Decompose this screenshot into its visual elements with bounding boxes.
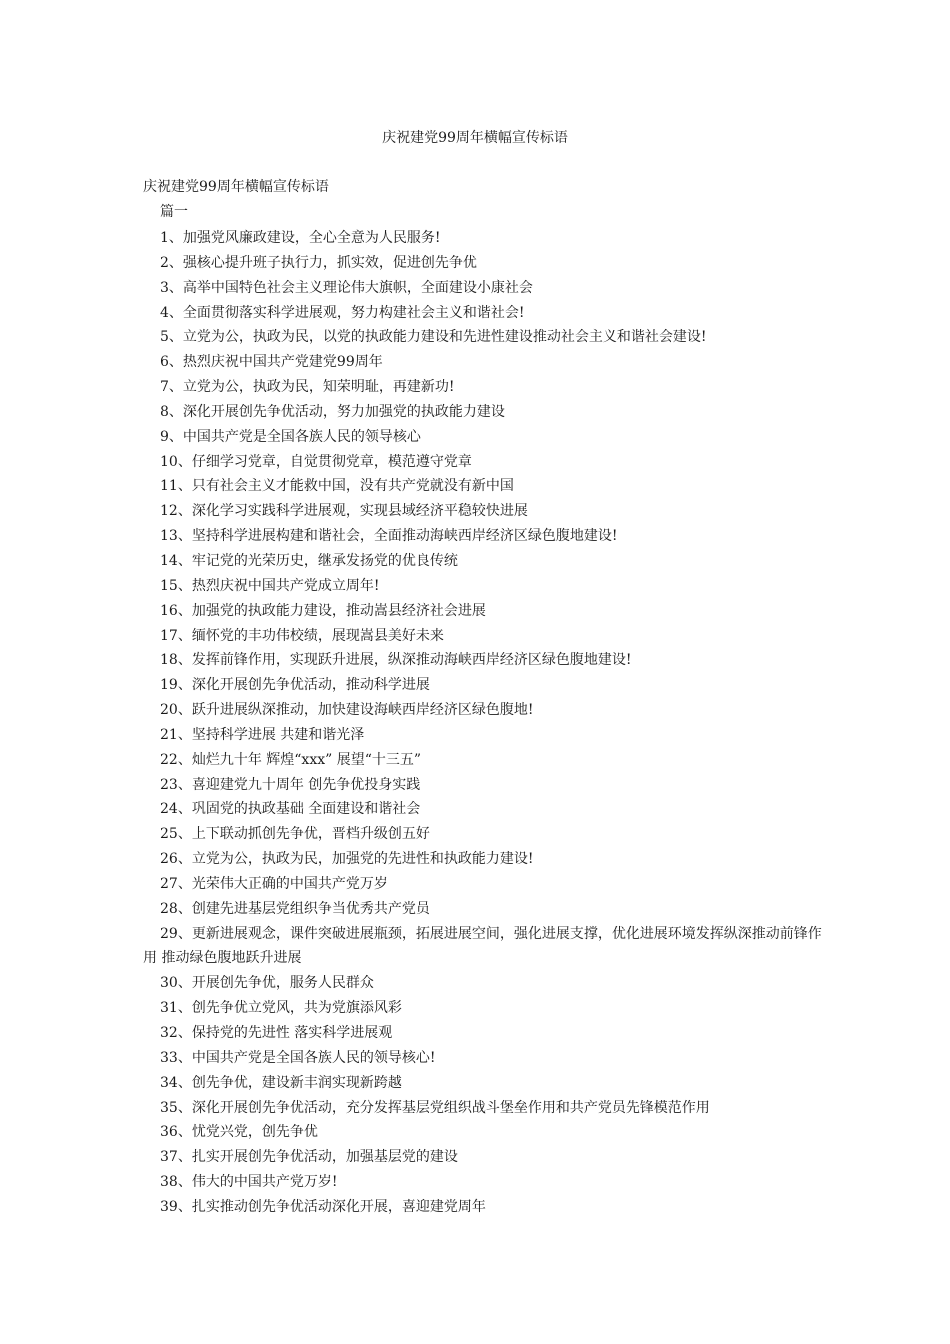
list-item: 18、发挥前锋作用，实现跃升进展，纵深推动海峡西岸经济区绿色腹地建设! <box>160 652 632 669</box>
list-item: 19、深化开展创先争优活动，推动科学进展 <box>160 677 430 694</box>
document-heading: 庆祝建党99周年横幅宣传标语 <box>143 179 329 195</box>
list-item: 5、立党为公，执政为民，以党的执政能力建设和先进性建设推动社会主义和谐社会建设! <box>160 329 707 346</box>
list-item: 17、缅怀党的丰功伟校绩，展现嵩县美好未来 <box>160 627 444 644</box>
list-item: 2、强核心提升班子执行力，抓实效，促进创先争优 <box>160 254 477 271</box>
list-item: 24、巩固党的执政基础 全面建设和谐社会 <box>160 801 421 818</box>
list-item: 8、深化开展创先争优活动，努力加强党的执政能力建设 <box>160 403 505 420</box>
list-item: 10、仔细学习党章，自觉贯彻党章，模范遵守党章 <box>160 453 472 470</box>
list-item: 26、立党为公，执政为民，加强党的先进性和执政能力建设! <box>160 851 534 868</box>
list-item: 7、立党为公，执政为民，知荣明耻，再建新功! <box>160 379 455 396</box>
list-item: 35、深化开展创先争优活动，充分发挥基层党组织战斗堡垒作用和共产党员先锋模范作用 <box>160 1099 710 1116</box>
list-item: 6、热烈庆祝中国共产党建党99周年 <box>160 354 383 371</box>
list-item: 38、伟大的中国共产党万岁! <box>160 1174 338 1191</box>
list-item: 14、牢记党的光荣历史，继承发扬党的优良传统 <box>160 552 458 569</box>
list-item: 34、创先争优，建设新丰润实现新跨越 <box>160 1074 402 1091</box>
list-item: 9、中国共产党是全国各族人民的领导核心 <box>160 428 421 445</box>
list-item: 28、创建先进基层党组织争当优秀共产党员 <box>160 900 430 917</box>
list-item: 36、忧党兴党，创先争优 <box>160 1124 318 1141</box>
list-item: 37、扎实开展创先争优活动，加强基层党的建设 <box>160 1149 458 1166</box>
list-item: 22、灿烂九十年 辉煌“xxx” 展望“十三五” <box>160 751 422 768</box>
list-item: 15、热烈庆祝中国共产党成立周年! <box>160 577 380 594</box>
list-item: 27、光荣伟大正确的中国共产党万岁 <box>160 875 388 892</box>
document-title: 庆祝建党99周年横幅宣传标语 <box>382 130 568 146</box>
list-item: 30、开展创先争优，服务人民群众 <box>160 975 374 992</box>
list-item: 31、创先争优立党风，共为党旗添风彩 <box>160 1000 402 1017</box>
list-item: 1、加强党风廉政建设，全心全意为人民服务! <box>160 230 441 246</box>
list-item: 13、坚持科学进展构建和谐社会，全面推动海峡西岸经济区绿色腹地建设! <box>160 528 618 545</box>
list-item: 3、高举中国特色社会主义理论伟大旗帜，全面建设小康社会 <box>160 279 533 296</box>
list-item: 33、中国共产党是全国各族人民的领导核心! <box>160 1049 436 1066</box>
list-item: 4、全面贯彻落实科学进展观，努力构建社会主义和谐社会! <box>160 304 525 321</box>
list-item: 29、更新进展观念，课件突破进展瓶颈，拓展进展空间，强化进展支撑，优化进展环境发挥纵深推动前锋作用 推动绿色腹地跃升进展 <box>143 925 822 967</box>
list-item: 21、坚持科学进展 共建和谐光泽 <box>160 726 365 743</box>
list-item: 12、深化学习实践科学进展观，实现县域经济平稳较快进展 <box>160 503 528 520</box>
list-item: 20、跃升进展纵深推动，加快建设海峡西岸经济区绿色腹地! <box>160 702 534 719</box>
list-item: 39、扎实推动创先争优活动深化开展，喜迎建党周年 <box>160 1198 486 1215</box>
section-label: 篇一 <box>160 204 188 220</box>
list-item: 16、加强党的执政能力建设，推动嵩县经济社会进展 <box>160 602 486 619</box>
list-item: 32、保持党的先进性 落实科学进展观 <box>160 1025 393 1041</box>
list-item: 25、上下联动抓创先争优，晋档升级创五好 <box>160 826 430 843</box>
slogan-list <box>143 226 823 1220</box>
list-item: 11、只有社会主义才能救中国，没有共产党就没有新中国 <box>160 478 514 495</box>
list-item: 23、喜迎建党九十周年 创先争优投身实践 <box>160 776 421 793</box>
